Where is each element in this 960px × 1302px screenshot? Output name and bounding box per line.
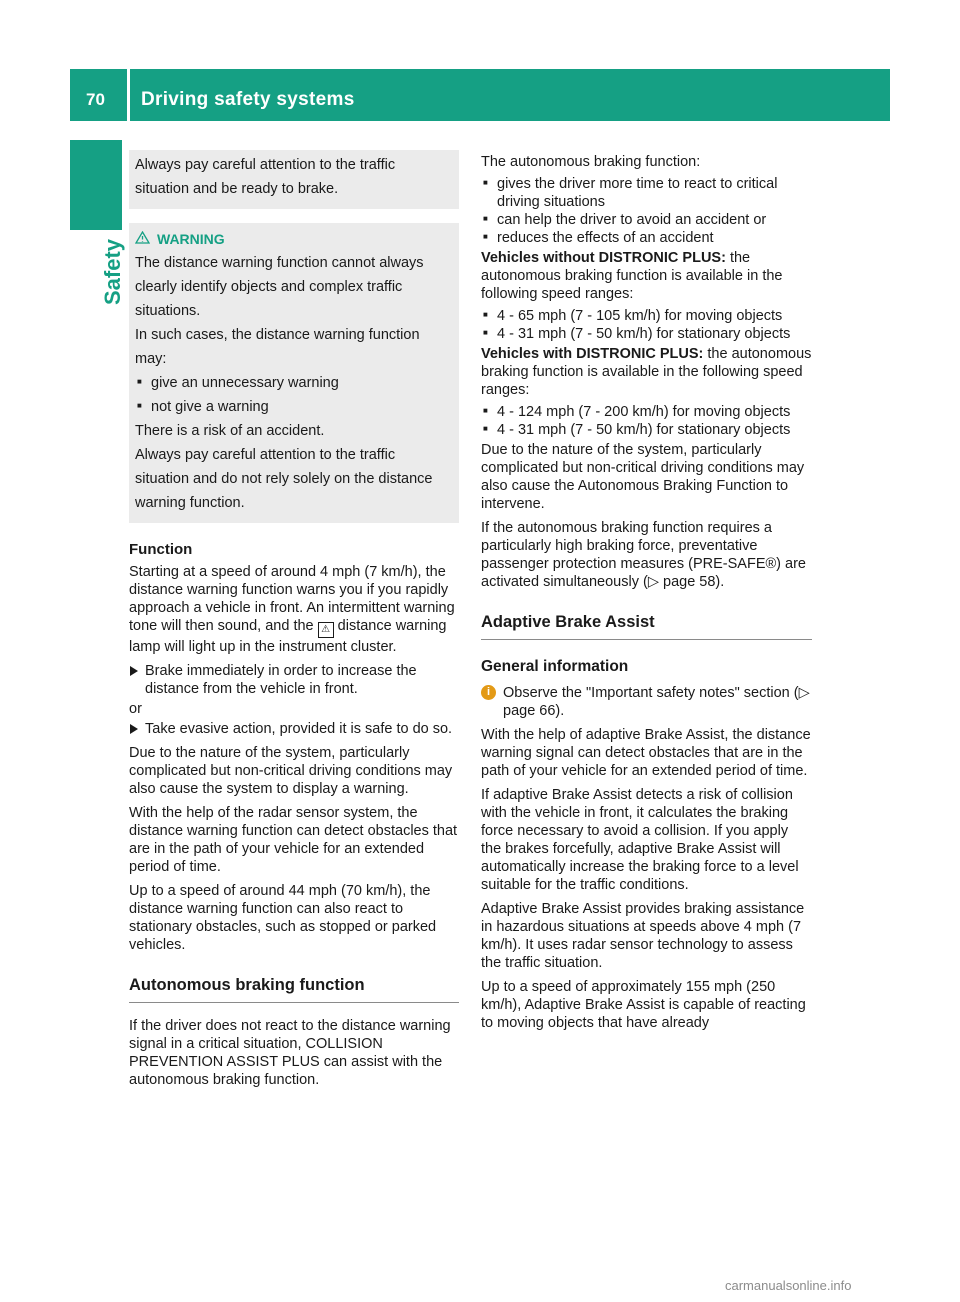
arrow-icon <box>130 724 138 734</box>
with-list <box>481 403 812 439</box>
autonomous-paragraph: If the driver does not react to the distance warning signal in a critical situation, COLLISION PREVENTION ASSIST PLUS can assist with the autonomous braking function. <box>129 1018 451 1088</box>
list-item: ■ 4 - 124 mph (7 - 200 km/h) for moving objects <box>481 403 812 421</box>
or-text: or <box>129 701 142 717</box>
chapter-label: Safety <box>100 238 125 305</box>
note-box <box>129 150 459 209</box>
autonomous-heading: Autonomous braking function <box>129 976 459 1003</box>
arrow-icon <box>130 666 138 676</box>
list-item: ■ 4 - 31 mph (7 - 50 km/h) for stationary objects <box>481 421 812 439</box>
paragraph-nature: Due to the nature of the system, particularly complicated but non-critical driving conditions may also cause the system to display a warning. <box>129 745 453 797</box>
warning-triangle-icon <box>135 227 151 251</box>
action-item: Take evasive action, provided it is safe to do so. <box>129 720 459 738</box>
adaptive-brake-assist-heading: Adaptive Brake Assist <box>481 613 812 640</box>
list-item: ■ gives the driver more time to react to critical driving situations <box>481 175 812 211</box>
watermark: carmanualsonline.info <box>725 1278 852 1293</box>
function-paragraph: Starting at a speed of around 4 mph (7 km/h), the distance warning function warns you if you rapidly approach a vehicle in front. An intermittent warning tone will then sound, and the ⚠ distance warning lamp will light up in the instrument cluster. <box>129 564 455 655</box>
warning-heading-text: WARNING <box>157 231 225 247</box>
warning-p4: Always pay careful attention to the traffic situation and do not rely solely on the distance warning function. <box>135 447 433 511</box>
page-header <box>70 69 890 121</box>
paragraph-radar: With the help of the radar sensor system, the distance warning function can detect obstacles that are in the path of your vehicle for an extended period of time. <box>129 805 458 875</box>
benefit-list <box>481 175 812 247</box>
chapter-tab <box>70 140 122 230</box>
info-note: i Observe the "Important safety notes" section (▷ page 66). <box>481 684 812 720</box>
aba-paragraph-2: If adaptive Brake Assist detects a risk of collision with the vehicle in front, it calculates the braking force necessary to avoid a collision. If you apply the brakes forcefully, adaptive Brake Assist will automatically increase the braking force to a level suitable for the traffic conditions. <box>481 787 799 893</box>
warning-p2: In such cases, the distance warning function may: <box>135 327 420 367</box>
right-column <box>481 153 812 1038</box>
action-item: Brake immediately in order to increase the distance from the vehicle in front. <box>129 662 459 698</box>
with-distronic: Vehicles with DISTRONIC PLUS: the autonomous braking function is available in the following speed ranges: <box>481 346 812 398</box>
action-list-2 <box>129 720 459 738</box>
without-list <box>481 307 812 343</box>
list-item: ■ can help the driver to avoid an accident or <box>481 211 812 229</box>
distance-warning-lamp-icon: ⚠ <box>318 622 334 638</box>
intro-text: The autonomous braking function: <box>481 154 701 170</box>
without-distronic: Vehicles without DISTRONIC PLUS: the autonomous braking function is available in the following speed ranges: <box>481 250 783 302</box>
paragraph-presafe: If the autonomous braking function requires a particularly high braking force, preventative passenger protection measures (PRE-SAFE®) are activated simultaneously (▷ page 58). <box>481 520 806 590</box>
paragraph-nature-right: Due to the nature of the system, particularly complicated but non-critical driving conditions may also cause the Autonomous Braking Function to intervene. <box>481 442 805 512</box>
function-heading: Function <box>129 541 193 558</box>
warning-p1: The distance warning function cannot always clearly identify objects and complex traffic situations. <box>135 255 424 319</box>
warning-list <box>135 371 453 419</box>
paragraph-speed: Up to a speed of around 44 mph (70 km/h), the distance warning function can also react to stationary obstacles, such as stopped or parked vehicles. <box>129 883 437 953</box>
warning-heading <box>135 227 453 251</box>
left-column <box>129 153 459 1095</box>
action-list-1 <box>129 662 459 698</box>
list-item: ■ give an unnecessary warning <box>135 371 453 395</box>
warning-box <box>129 223 459 523</box>
aba-paragraph-4: Up to a speed of approximately 155 mph (250 km/h), Adaptive Brake Assist is capable of reacting to moving objects that have already <box>481 979 806 1031</box>
aba-paragraph-1: With the help of adaptive Brake Assist, the distance warning signal can detect obstacles that are in the path of your vehicle for an extended period of time. <box>481 727 811 779</box>
list-item: ■ reduces the effects of an accident <box>481 229 812 247</box>
page-number: 70 <box>86 90 105 109</box>
list-item: ■ 4 - 65 mph (7 - 105 km/h) for moving objects <box>481 307 812 325</box>
aba-paragraph-3: Adaptive Brake Assist provides braking assistance in hazardous situations at speeds above 4 mph (7 km/h). It uses radar sensor technology to assess the traffic situation. <box>481 901 805 971</box>
header-divider <box>127 69 130 121</box>
note-text: Always pay careful attention to the traffic situation and be ready to brake. <box>135 157 396 197</box>
list-item: ■ not give a warning <box>135 395 453 419</box>
section-title: Driving safety systems <box>141 89 355 110</box>
general-information-heading: General information <box>481 658 629 675</box>
warning-p3: There is a risk of an accident. <box>135 423 325 439</box>
list-item: ■ 4 - 31 mph (7 - 50 km/h) for stationary objects <box>481 325 812 343</box>
info-icon: i <box>481 685 496 700</box>
